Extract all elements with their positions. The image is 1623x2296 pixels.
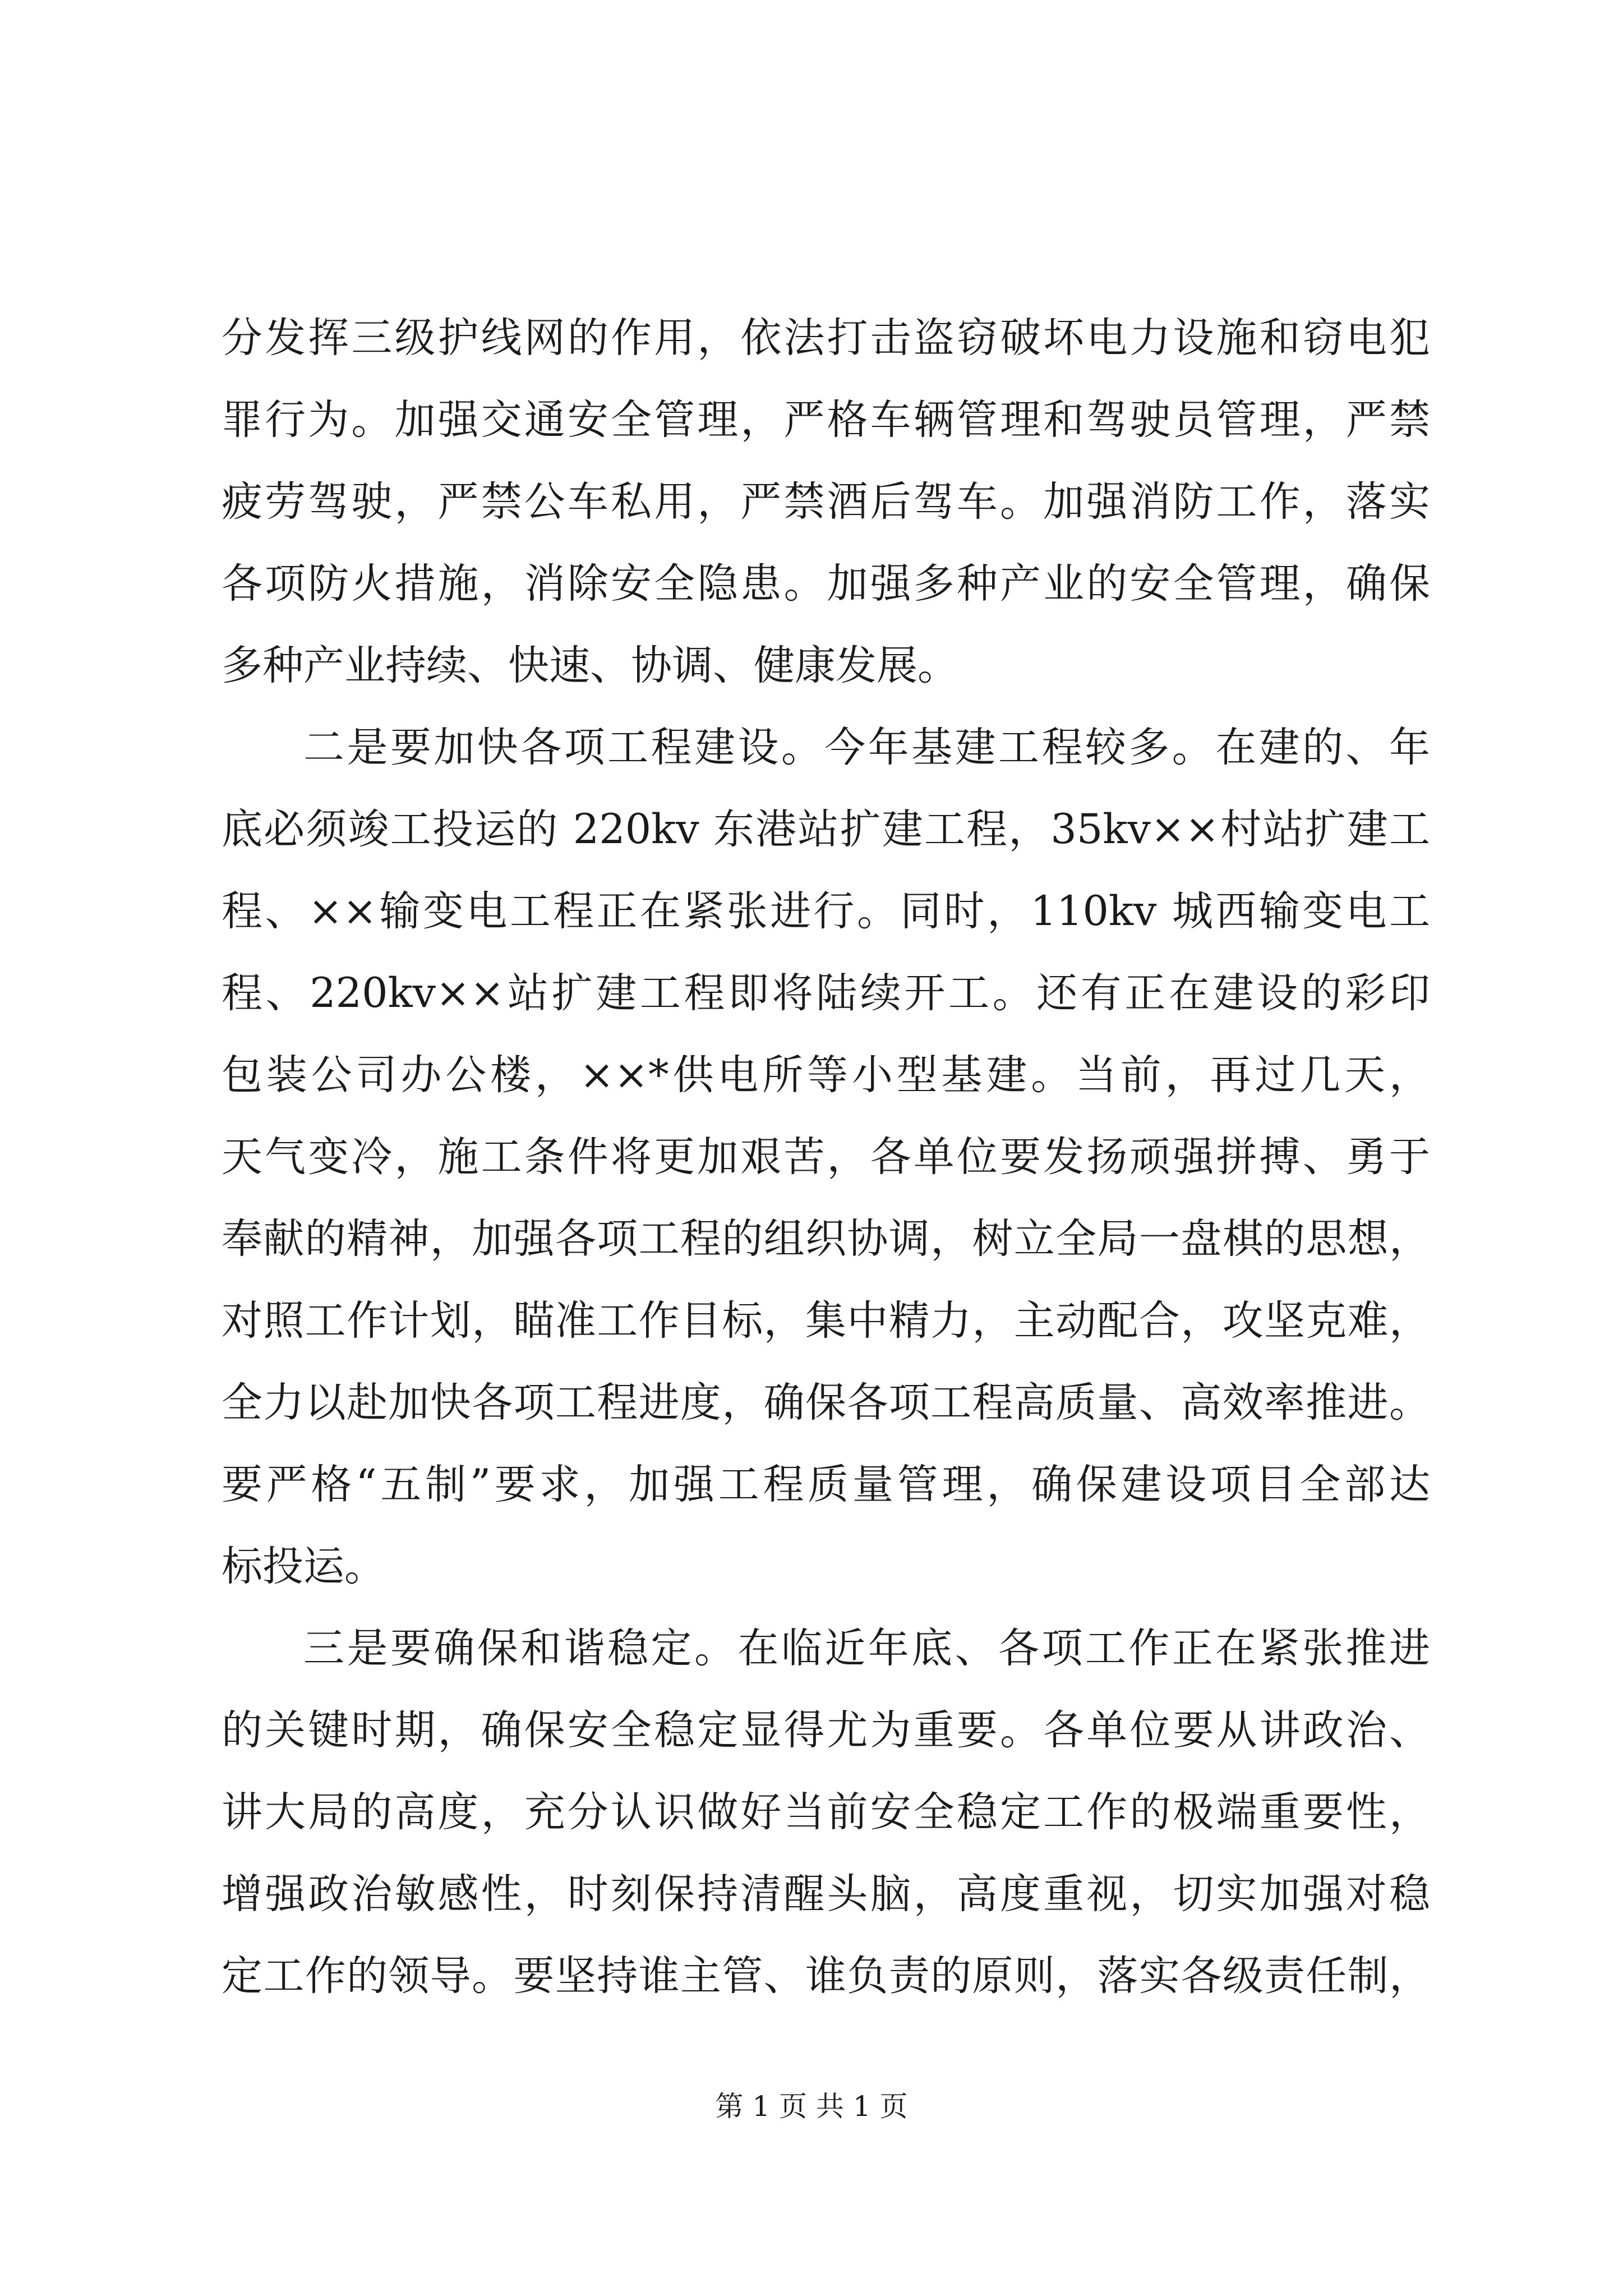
paragraph-2-line-1: 二是要加快各项工程建设。今年基建工程较多。在建的、年 <box>303 724 1430 771</box>
paragraph-2-line-10: 要严格“五制”要求，加强工程质量管理，确保建设项目全部达 <box>222 1461 1430 1508</box>
page-number-footer: 第 1 页 共 1 页 <box>715 2090 908 2123</box>
paragraph-2-line-2: 底必须竣工投运的 220kv 东港站扩建工程，35kv××村站扩建工 <box>222 806 1430 853</box>
paragraph-2-line-3: 程、××输变电工程正在紧张进行。同时，110kv 城西输变电工 <box>222 887 1430 935</box>
paragraph-3-line-3: 讲大局的高度，充分认识做好当前安全稳定工作的极端重要性， <box>222 1788 1430 1836</box>
paragraph-2-line-5: 包装公司办公楼，××*供电所等小型基建。当前，再过几天， <box>222 1051 1430 1099</box>
paragraph-2-line-11: 标投运。 <box>222 1543 385 1590</box>
paragraph-1-line-2: 罪行为。加强交通安全管理，严格车辆管理和驾驶员管理，严禁 <box>222 396 1430 444</box>
paragraph-2-line-9: 全力以赴加快各项工程进度，确保各项工程高质量、高效率推进。 <box>222 1379 1430 1427</box>
paragraph-3-line-5: 定工作的领导。要坚持谁主管、谁负责的原则，落实各级责任制， <box>222 1952 1430 2000</box>
paragraph-3-line-2: 的关键时期，确保安全稳定显得尤为重要。各单位要从讲政治、 <box>222 1706 1430 1754</box>
paragraph-3-line-4: 增强政治敏感性，时刻保持清醒头脑，高度重视，切实加强对稳 <box>222 1870 1430 1918</box>
paragraph-2-line-6: 天气变冷，施工条件将更加艰苦，各单位要发扬顽强拼搏、勇于 <box>222 1133 1430 1181</box>
body-text <box>222 297 1430 2017</box>
paragraph-2-line-4: 程、220kv××站扩建工程即将陆续开工。还有正在建设的彩印 <box>222 969 1430 1017</box>
paragraph-1-line-1: 分发挥三级护线网的作用，依法打击盗窃破坏电力设施和窃电犯 <box>222 314 1430 362</box>
paragraph-1-line-5: 多种产业持续、快速、协调、健康发展。 <box>222 642 958 689</box>
paragraph-3-line-1: 三是要确保和谐稳定。在临近年底、各项工作正在紧张推进 <box>303 1625 1430 1672</box>
paragraph-1-line-4: 各项防火措施，消除安全隐患。加强多种产业的安全管理，确保 <box>222 560 1430 608</box>
paragraph-2-line-8: 对照工作计划，瞄准工作目标，集中精力，主动配合，攻坚克难， <box>222 1297 1430 1345</box>
paragraph-1-line-3: 疲劳驾驶，严禁公车私用，严禁酒后驾车。加强消防工作，落实 <box>222 478 1430 526</box>
paragraph-2-line-7: 奉献的精神，加强各项工程的组织协调，树立全局一盘棋的思想， <box>222 1215 1430 1263</box>
